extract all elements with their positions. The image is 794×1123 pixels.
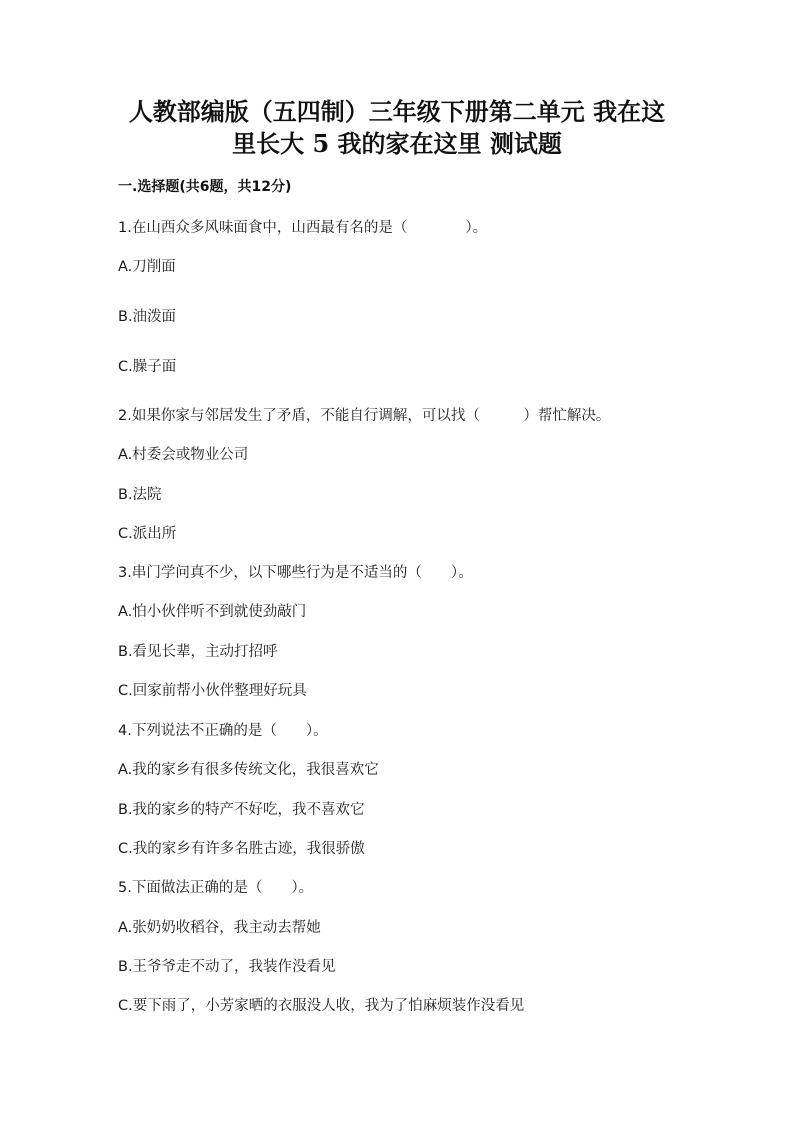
question-2-option-a: A.村委会或物业公司 — [118, 447, 249, 463]
question-5-option-a: A.张奶奶收稻谷，我主动去帮她 — [118, 920, 321, 936]
section-heading: 一.选择题(共6题，共12分) — [118, 179, 292, 195]
question-3-option-b: B.看见长辈，主动打招呼 — [118, 644, 278, 660]
question-2-stem: 2.如果你家与邻居发生了矛盾，不能自行调解，可以找（ ）帮忙解决。 — [118, 408, 611, 424]
question-3-option-c: C.回家前帮小伙伴整理好玩具 — [118, 683, 307, 699]
question-4-option-a: A.我的家乡有很多传统文化，我很喜欢它 — [118, 762, 379, 778]
question-1-option-c: C.臊子面 — [118, 359, 177, 375]
question-2-option-b: B.法院 — [118, 487, 162, 503]
question-5-option-c: C.要下雨了，小芳家晒的衣服没人收，我为了怕麻烦装作没看见 — [118, 998, 525, 1014]
document-title-line-1: 人教部编版（五四制）三年级下册第二单元 我在这 — [128, 97, 666, 126]
question-4-stem: 4.下列说法不正确的是（ ）。 — [118, 723, 328, 739]
question-3-option-a: A.怕小伙伴听不到就使劲敲门 — [118, 604, 307, 620]
question-5-stem: 5.下面做法正确的是（ ）。 — [118, 880, 314, 896]
document-title-line-2: 里长大 5 我的家在这里 测试题 — [232, 129, 562, 158]
question-4-option-b: B.我的家乡的特产不好吃，我不喜欢它 — [118, 802, 365, 818]
question-1-stem: 1.在山西众多风味面食中，山西最有名的是（ ）。 — [118, 220, 488, 236]
question-1-option-a: A.刀削面 — [118, 259, 176, 275]
question-2-option-c: C.派出所 — [118, 526, 177, 542]
question-3-stem: 3.串门学问真不少，以下哪些行为是不适当的（ ）。 — [118, 565, 473, 581]
question-1-option-b: B.油泼面 — [118, 309, 177, 325]
question-4-option-c: C.我的家乡有许多名胜古迹，我很骄傲 — [118, 841, 365, 857]
question-5-option-b: B.王爷爷走不动了，我装作没看见 — [118, 959, 336, 975]
